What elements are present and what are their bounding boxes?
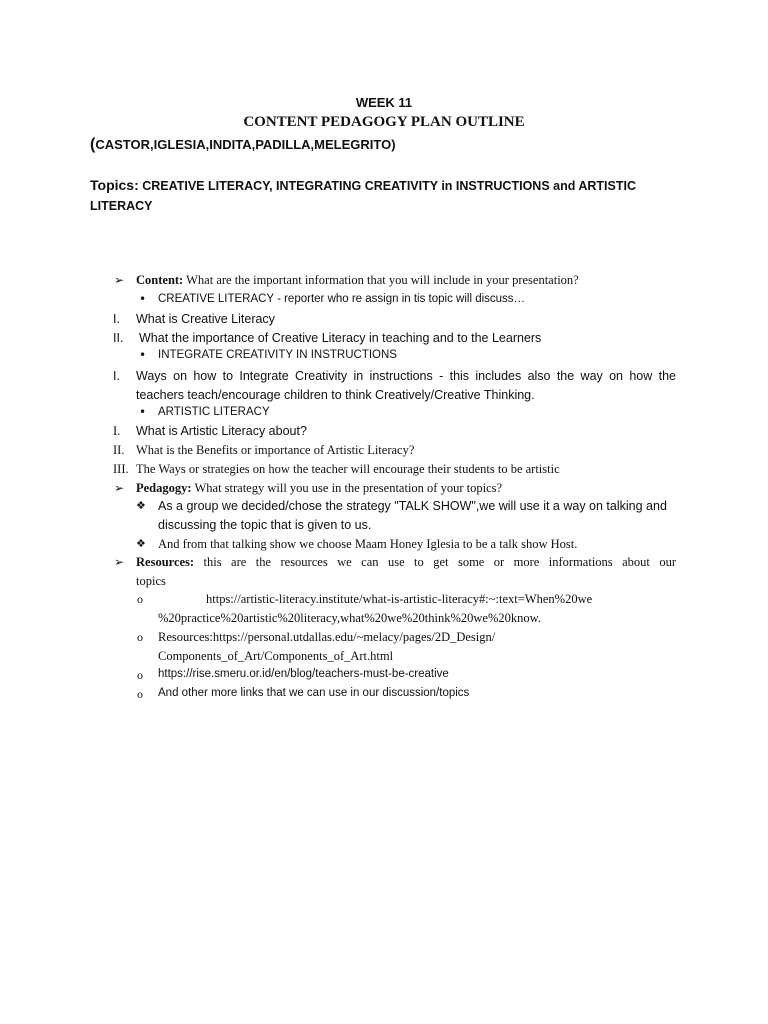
item-number: I. xyxy=(113,424,121,438)
authors-open-paren: ( xyxy=(90,136,96,153)
section-heading-artistic-literacy: ARTISTIC LITERACY xyxy=(158,406,270,418)
bullet-icon: • xyxy=(139,405,147,419)
item-what-is-creative-literacy: What is Creative Literacy xyxy=(136,312,275,326)
pedagogy-line xyxy=(136,481,502,496)
resources-intro: this are the resources we can use to get some or more informations about our xyxy=(203,555,676,569)
resource-link-3[interactable]: https://rise.smeru.or.id/en/blog/teachers-must-be-creative xyxy=(158,668,449,680)
item-benefits-artistic-literacy: What is the Benefits or importance of Artistic Literacy? xyxy=(136,443,415,457)
item-number: I. xyxy=(113,369,120,383)
content-line xyxy=(136,273,579,288)
item-number: II. xyxy=(113,443,125,457)
item-ways-integrate-line1: Ways on how to Integrate Creativity in instructions - this includes also the way on how the xyxy=(136,369,676,383)
section-heading-creative-literacy: CREATIVE LITERACY - reporter who re assign in tis topic will discuss… xyxy=(158,293,526,305)
authors-names: CASTOR,IGLESIA,INDITA,PADILLA,MELEGRITO) xyxy=(95,137,396,152)
pedagogy-item-1-line1: As a group we decided/chose the strategy "TALK SHOW",we will use it a way on talking and xyxy=(158,499,667,513)
resource-link-2-line2[interactable]: Components_of_Art/Components_of_Art.html xyxy=(158,649,394,663)
bullet-icon: • xyxy=(139,292,147,306)
topics-label: Topics: xyxy=(90,177,139,193)
resource-other-links: And other more links that we can use in our discussion/topics xyxy=(158,687,470,699)
item-number: I. xyxy=(113,312,120,326)
circle-bullet-icon: o xyxy=(137,630,143,644)
content-question: What are the important information that you will include in your presentation? xyxy=(186,273,579,287)
resources-intro-line2: topics xyxy=(136,574,166,588)
bullet-icon: • xyxy=(139,348,147,362)
week-label: WEEK 11 xyxy=(355,95,413,110)
resources-label: Resources: xyxy=(136,555,195,569)
content-label: Content: xyxy=(136,273,184,287)
arrow-bullet-icon: ➢ xyxy=(114,555,125,569)
resource-link-1-line1[interactable]: https://artistic-literacy.institute/what-is-artistic-literacy#:~:text=When%20we xyxy=(206,592,593,606)
resources-line xyxy=(136,555,676,570)
diamond-bullet-icon: ❖ xyxy=(136,537,146,550)
page-title: CONTENT PEDAGOGY PLAN OUTLINE xyxy=(243,114,525,130)
pedagogy-item-2: And from that talking show we choose Maam Honey Iglesia to be a talk show Host. xyxy=(158,537,578,551)
item-number: III. xyxy=(113,462,129,476)
pedagogy-label: Pedagogy: xyxy=(136,481,192,495)
resource-link-2-line1[interactable]: Resources:https://personal.utdallas.edu/~melacy/pages/2D_Design/ xyxy=(158,630,496,644)
arrow-bullet-icon: ➢ xyxy=(114,481,125,495)
item-importance-creative-literacy: What the importance of Creative Literacy in teaching and to the Learners xyxy=(139,331,542,345)
resource-link-1-line2[interactable]: %20practice%20artistic%20literacy,what%20we%20think%20we%20know. xyxy=(158,611,541,625)
circle-bullet-icon: o xyxy=(137,592,143,606)
topics-paragraph xyxy=(90,175,650,216)
circle-bullet-icon: o xyxy=(137,687,143,701)
section-heading-integrate-creativity: INTEGRATE CREATIVITY IN INSTRUCTIONS xyxy=(158,349,397,361)
arrow-bullet-icon: ➢ xyxy=(114,273,125,287)
circle-bullet-icon: o xyxy=(137,668,143,682)
topics-text: CREATIVE LITERACY, INTEGRATING CREATIVITY in INSTRUCTIONS and ARTISTIC LITERACY xyxy=(90,179,636,213)
item-ways-artistic: The Ways or strategies on how the teacher will encourage their students to be artistic xyxy=(136,462,560,476)
item-ways-integrate-line2: teachers teach/encourage children to think Creatively/Creative Thinking. xyxy=(136,388,535,402)
pedagogy-question: What strategy will you use in the presentation of your topics? xyxy=(194,481,503,495)
authors-line xyxy=(90,136,396,154)
item-number: II. xyxy=(113,331,124,345)
item-what-is-artistic-literacy: What is Artistic Literacy about? xyxy=(136,424,307,438)
pedagogy-item-1-line2: discussing the topic that is given to us. xyxy=(158,518,372,532)
diamond-bullet-icon: ❖ xyxy=(136,499,146,512)
